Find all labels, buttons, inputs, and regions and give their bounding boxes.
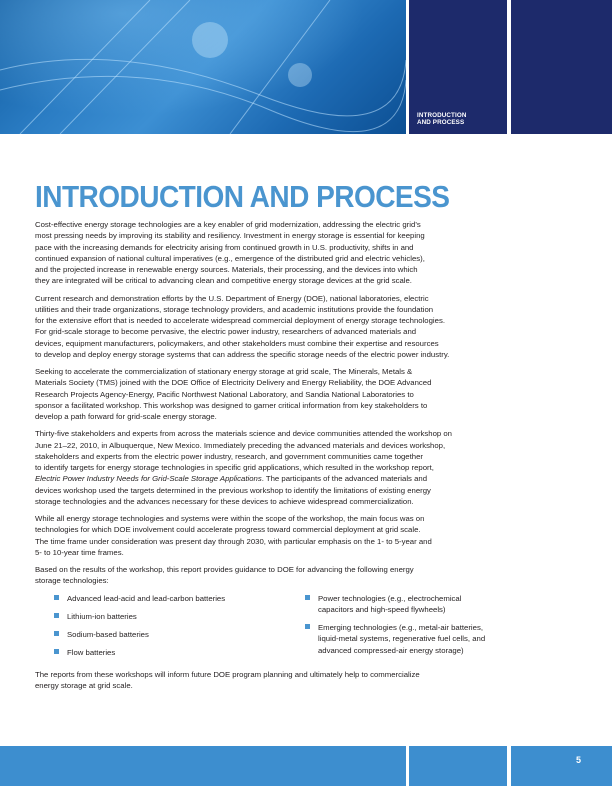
- bullet-square-icon: [54, 595, 59, 600]
- text-line: Research Projects Agency-Energy, Pacific Northwest National Laboratory, and Sandia National Laboratories to: [35, 389, 414, 399]
- footer-bar-right: [511, 746, 612, 786]
- bullet-square-icon: [305, 624, 310, 629]
- bullet-square-icon: [305, 595, 310, 600]
- text-line: 5- to 10-year time frames.: [35, 547, 124, 557]
- bullet-square-icon: [54, 613, 59, 618]
- paragraph-7: [35, 669, 580, 692]
- header-photo: [0, 0, 406, 134]
- text-line: sponsor a facilitated workshop. This workshop was designed to garner critical information from key stakeholders to: [35, 400, 428, 410]
- list-item: [54, 611, 286, 622]
- text-line: [35, 473, 580, 484]
- text-line: most pressing needs by improving its stability and resiliency. Investment in energy storage is essential for keeping: [35, 231, 425, 241]
- text-line: to identify targets for energy storage technologies in specific grid applications, which resulted in the workshop report,: [35, 463, 434, 472]
- technology-list-left: [35, 593, 286, 666]
- page-title: INTRODUCTION AND PROCESS: [35, 180, 450, 214]
- paragraph-5: [35, 513, 580, 558]
- text-line: and the projected increase in renewable energy sources. Materials, their processing, and the devices into which: [35, 265, 418, 274]
- text-line: pace with the increasing demands for electricity arising from continued growth in U.S. productivity, shifts in and: [35, 242, 414, 252]
- list-item-text: advanced compressed-air energy storage): [318, 645, 464, 655]
- text-line: devices, equipment manufacturers, policymakers, and other stakeholders must combine their expertise and resources: [35, 338, 439, 348]
- list-item-text: Emerging technologies (e.g., metal-air batteries,: [318, 623, 483, 632]
- text-line: continued expansion of national cultural imperatives (e.g., emergence of the distributed grid and electric vehicles),: [35, 253, 425, 263]
- section-label-line-2: AND PROCESS: [417, 119, 465, 126]
- text-line: For grid-scale storage to become pervasive, the electric power industry, researchers of advanced materials and: [35, 327, 417, 337]
- text-line: to develop and deploy energy storage systems that can address the specific storage needs of the electric power industry.: [35, 349, 450, 359]
- text-line: Current research and demonstration efforts by the U.S. Department of Energy (DOE), national laboratories, electric: [35, 293, 429, 303]
- text-line: storage technologies and the advances necessary for these devices to achieve widespread commercialization.: [35, 496, 414, 506]
- list-item: [305, 622, 565, 656]
- footer-bar: [0, 746, 406, 786]
- text-line: Cost-effective energy storage technologies are a key enabler of grid modernization, addressing the electric grid’s: [35, 220, 421, 229]
- list-item: [305, 593, 565, 616]
- text-line: storage technologies:: [35, 576, 109, 586]
- section-label-line-1: INTRODUCTION: [417, 112, 467, 119]
- paragraph-4: [35, 428, 580, 507]
- list-item-text: Sodium-based batteries: [67, 630, 149, 639]
- paragraph-1: [35, 219, 580, 287]
- footer-bar-middle: [409, 746, 507, 786]
- text-line: develop a path forward for grid-scale energy storage.: [35, 412, 217, 421]
- list-item-text: Flow batteries: [67, 648, 116, 658]
- text-line: they are integrated will be critical to advancing clean and competitive energy storage devices at the grid scale.: [35, 276, 412, 286]
- list-item-text: capacitors and high-speed flywheels): [318, 604, 446, 614]
- text-line: While all energy storage technologies and systems were within the scope of the workshop, the main focus was on: [35, 514, 425, 523]
- technology-list: [35, 593, 580, 666]
- list-item: [54, 629, 286, 640]
- power-grid-image: [0, 0, 406, 134]
- text-line: stakeholders and experts from the electric power industry, research, and government communities came together: [35, 451, 423, 461]
- text-line: devices workshop used the targets determined in the previous workshop to identify the limitations of existing energy: [35, 485, 431, 495]
- text-line: Materials Society (TMS) joined with the DOE Office of Electricity Delivery and Energy Reliability, the DOE Advanced: [35, 378, 432, 388]
- paragraph-3: [35, 366, 580, 422]
- text-line: Based on the results of the workshop, this report provides guidance to DOE for advancing the following energy: [35, 565, 414, 574]
- text-line: June 21–22, 2010, in Albuquerque, New Mexico. Immediately preceding the advanced materials and devices workshop,: [35, 440, 446, 450]
- list-item-text: liquid-metal systems, regenerative fuel cells, and: [318, 634, 486, 644]
- text-line: energy storage at grid scale.: [35, 680, 133, 690]
- list-item: [54, 647, 286, 658]
- list-item-text: Lithium-ion batteries: [67, 611, 137, 621]
- body-text: [35, 219, 580, 697]
- text-line: utilities and their trade organizations, storage technology providers, and academic institutions provide the foundation: [35, 304, 434, 314]
- text-line: The time frame under consideration was present day through 2030, with particular emphasis on the 1- to 5-year and: [35, 536, 432, 546]
- text-fragment: . The participants of the advanced materials and: [261, 474, 428, 484]
- bullet-square-icon: [54, 649, 59, 654]
- text-line: Thirty-five stakeholders and experts from across the materials science and device communities attended the workshop on: [35, 429, 452, 439]
- list-item-text: Advanced lead-acid and lead-carbon batteries: [67, 593, 226, 603]
- text-line: Seeking to accelerate the commercialization of stationary energy storage at grid scale, The Minerals, Metals &: [35, 367, 413, 376]
- paragraph-6: [35, 564, 580, 587]
- list-item: [54, 593, 286, 604]
- paragraph-2: [35, 293, 580, 361]
- report-title: Electric Power Industry Needs for Grid-Scale Storage Applications: [35, 474, 262, 484]
- list-item-text: Power technologies (e.g., electrochemical: [318, 593, 462, 603]
- text-line: technologies for which DOE involvement could accelerate progress toward commercial deployment at grid scale.: [35, 525, 421, 535]
- technology-list-right: [286, 593, 565, 666]
- page-number: 5: [575, 755, 581, 765]
- text-line: for the extensive effort that is needed to accelerate widespread commercial deployment of energy storage technologies.: [35, 316, 445, 325]
- header-navy-block-right: [511, 0, 612, 134]
- section-label: [417, 112, 505, 126]
- text-line: The reports from these workshops will inform future DOE program planning and ultimately help to commercialize: [35, 669, 420, 679]
- bullet-square-icon: [54, 631, 59, 636]
